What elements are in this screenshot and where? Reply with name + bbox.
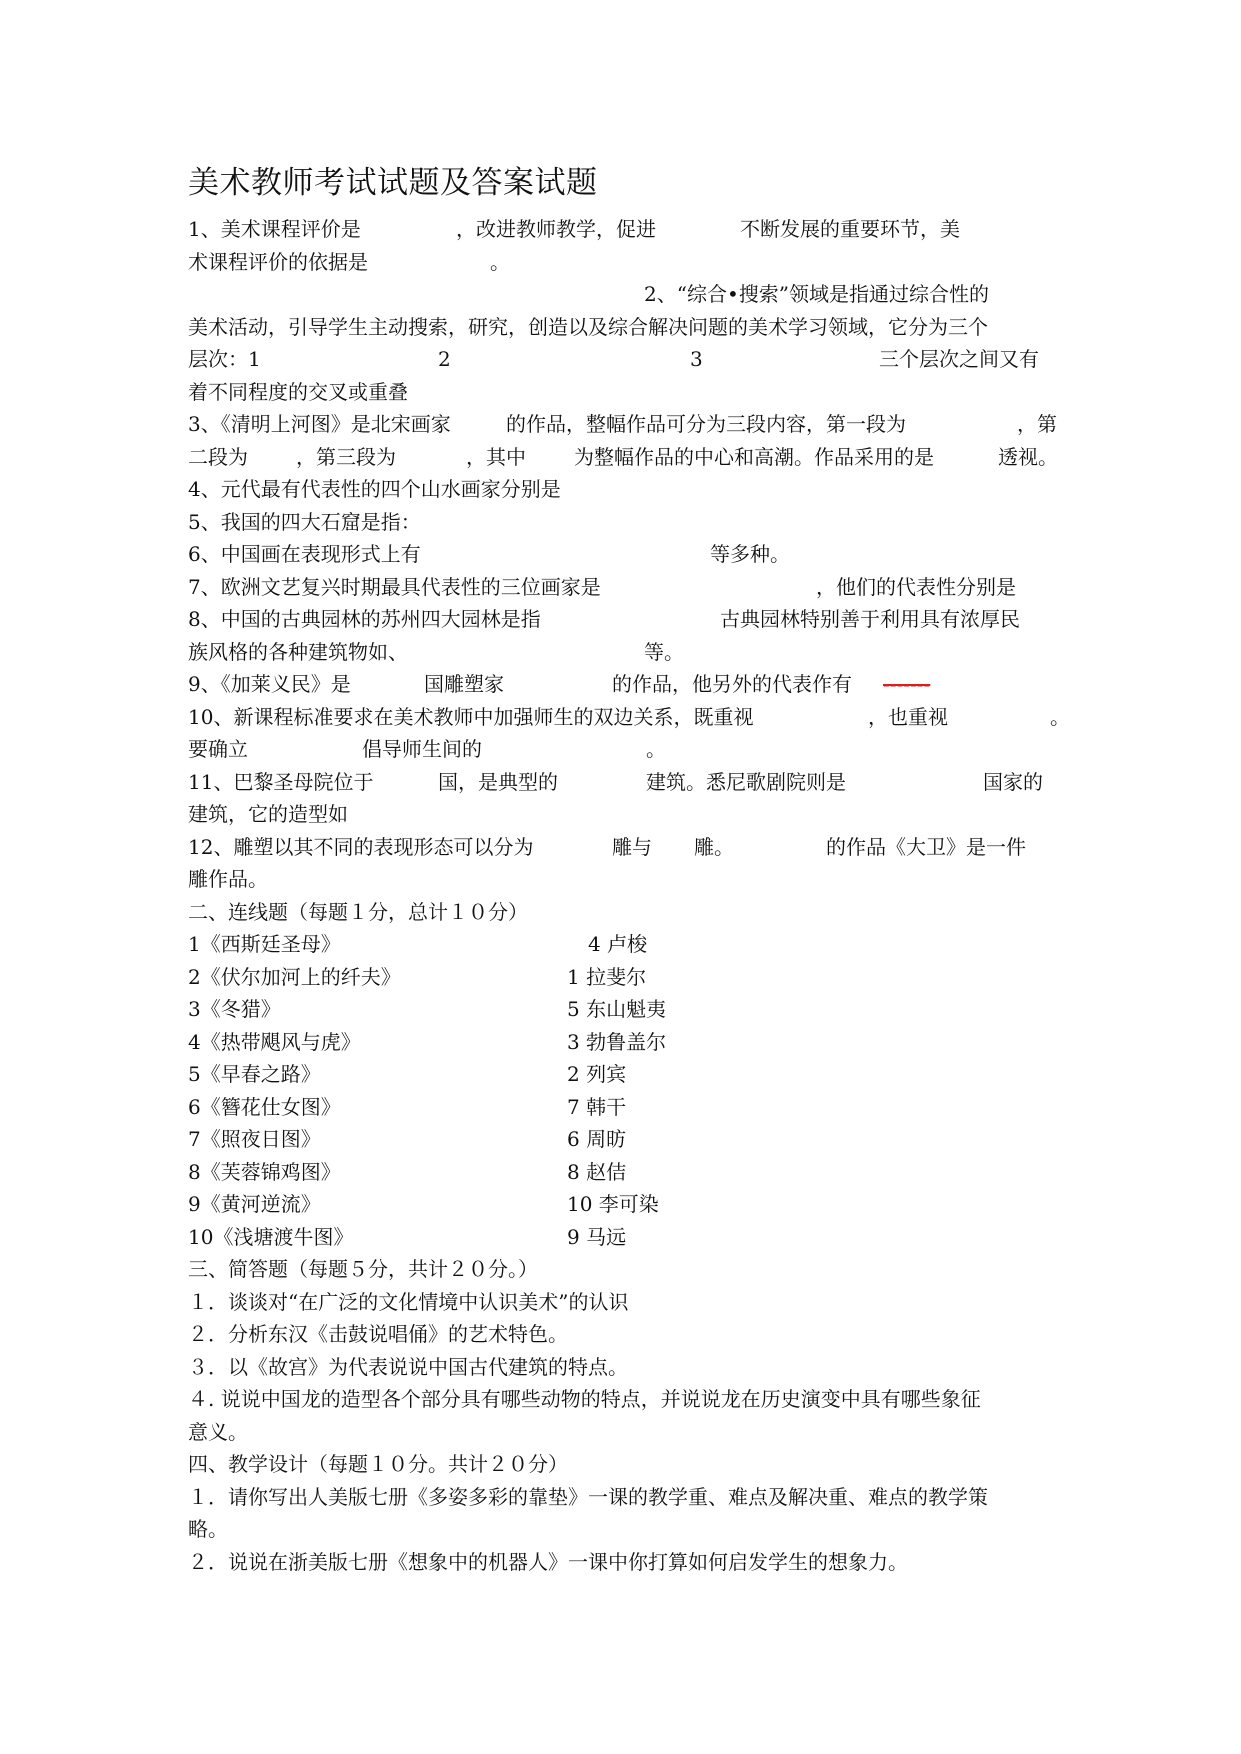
q12-line-2	[188, 863, 1068, 896]
q1-text-e: 。	[490, 249, 510, 274]
q12-text-e: 雕作品。	[188, 867, 268, 891]
design-item	[188, 1513, 1068, 1546]
match-artist: 1 拉斐尔	[567, 964, 647, 989]
match-artist: 2 列宾	[567, 1062, 627, 1086]
q3-text-h: 透视。	[998, 444, 1058, 469]
section3-heading	[188, 1253, 1068, 1286]
q2-text-a: 2、“综合•搜索”领域是指通过综合性的	[644, 282, 989, 306]
short-answer-text: ２．分析东汉《击鼓说唱俑》的艺术特色。	[188, 1322, 568, 1346]
match-row	[188, 1026, 1068, 1059]
q2-text-d: 着不同程度的交叉或重叠	[188, 379, 408, 404]
q1-text-c: 不断发展的重要环节，美	[740, 217, 960, 241]
match-row	[188, 1058, 1068, 1091]
match-row	[188, 1123, 1068, 1156]
q12-text-d: 的作品《大卫》是一件	[826, 834, 1026, 859]
q7-text-b: ，他们的代表性分别是	[816, 574, 1016, 599]
q1-line-2	[188, 246, 1068, 279]
q11-text-c: 建筑。悉尼歌剧院则是	[646, 769, 846, 794]
q10-text-a: 10、新课程标准要求在美术教师中加强师生的双边关系，既重视	[188, 704, 754, 729]
q8-line-1	[188, 603, 1068, 636]
q6-line	[188, 538, 1068, 571]
q5-line	[188, 506, 1068, 539]
q3-text-c: ，第	[1017, 412, 1057, 436]
q2-line-4	[188, 376, 1068, 409]
match-artist: 3 勃鲁盖尔	[567, 1029, 667, 1054]
q2-line-3	[188, 343, 1068, 376]
short-answer-item	[188, 1383, 1068, 1416]
match-row	[188, 928, 1068, 961]
q3-text-b: 的作品，整幅作品可分为三段内容，第一段为	[506, 412, 906, 436]
q10-text-b: ，也重视	[868, 704, 948, 729]
q8-text-d: 等。	[644, 639, 684, 664]
q9-text-c: 的作品，他另外的代表作有	[612, 672, 852, 696]
q1-line-1	[188, 213, 1068, 246]
q2-line-2	[188, 311, 1068, 344]
short-answer-item	[188, 1286, 1068, 1319]
short-answer-text: 意义。	[188, 1419, 248, 1444]
q11-text-b: 国，是典型的	[438, 769, 558, 794]
q2-level-1: 层次：1	[188, 347, 261, 371]
match-artist: 5 东山魁夷	[567, 997, 667, 1021]
short-answer-text: ４. 说说中国龙的造型各个部分具有哪些动物的特点，并说说龙在历史演变中具有哪些象征	[188, 1387, 981, 1411]
q9-text-a: 9、《加莱义民》是	[188, 672, 351, 696]
section4-heading-text: 四、教学设计（每题１０分。共计２０分）	[188, 1452, 568, 1476]
section3-heading-text: 三、简答题（每题５分，共计２０分。）	[188, 1257, 538, 1281]
match-artist: 10 李可染	[567, 1192, 659, 1216]
q5-text: 5、我国的四大石窟是指：	[188, 509, 421, 534]
q6-text-b: 等多种。	[710, 542, 790, 566]
match-row	[188, 1221, 1068, 1254]
q9-strike-mark: -------	[883, 672, 931, 696]
short-answer-item	[188, 1351, 1068, 1384]
page-title: 美术教师考试试题及答案试题	[188, 165, 598, 201]
match-artwork: 6《簪花仕女图》	[188, 1094, 341, 1119]
q7-text-a: 7、欧洲文艺复兴时期最具代表性的三位画家是	[188, 574, 601, 599]
short-answer-text: １．谈谈对“在广泛的文化情境中认识美术”的认识	[188, 1289, 629, 1314]
q10-text-c: 。	[1050, 704, 1070, 729]
match-row	[188, 1091, 1068, 1124]
q3-text-d: 二段为	[188, 444, 248, 469]
q8-text-b: 古典园林特别善于利用具有浓厚民	[720, 607, 1020, 631]
design-item	[188, 1546, 1068, 1579]
match-row	[188, 961, 1068, 994]
q7-line	[188, 571, 1068, 604]
design-item-text: １．请你写出人美版七册《多姿多彩的靠垫》一课的教学重、难点及解决重、难点的教学策	[188, 1484, 988, 1509]
q2-level-2: 2	[438, 347, 451, 371]
q12-line-1	[188, 831, 1068, 864]
q12-text-a: 12、雕塑以其不同的表现形态可以分为	[188, 834, 534, 859]
section4-heading	[188, 1448, 1068, 1481]
q6-text-a: 6、中国画在表现形式上有	[188, 542, 421, 566]
match-artwork: 10《浅塘渡牛图》	[188, 1224, 354, 1249]
q1-text-a: 1、美术课程评价是	[188, 217, 361, 241]
q11-line-1	[188, 766, 1068, 799]
q8-line-2	[188, 636, 1068, 669]
q10-text-f: 。	[646, 737, 666, 761]
match-artwork: 1《西斯廷圣母》	[188, 932, 341, 956]
match-artist: 9 马远	[567, 1224, 627, 1249]
section2-heading	[188, 896, 1068, 929]
match-row	[188, 1156, 1068, 1189]
design-item	[188, 1481, 1068, 1514]
q11-text-e: 建筑，它的造型如	[188, 802, 348, 826]
q3-line-2	[188, 441, 1068, 474]
q11-line-2	[188, 798, 1068, 831]
match-artist: 4 卢梭	[588, 932, 648, 956]
match-row	[188, 993, 1068, 1026]
short-answer-item	[188, 1416, 1068, 1449]
q2-text-c: 三个层次之间又有	[879, 347, 1039, 371]
match-artwork: 5《早春之路》	[188, 1062, 321, 1086]
q12-text-b: 雕与	[612, 834, 652, 859]
q11-text-a: 11、巴黎圣母院位于	[188, 769, 374, 794]
q10-text-e: 倡导师生间的	[362, 737, 482, 761]
match-artist: 6 周昉	[567, 1127, 627, 1151]
q3-text-g: 为整幅作品的中心和高潮。作品采用的是	[574, 444, 934, 469]
q3-text-f: ，其中	[466, 444, 526, 469]
q3-text-a: 3、《清明上河图》是北宋画家	[188, 412, 451, 436]
short-answer-item	[188, 1318, 1068, 1351]
match-row	[188, 1188, 1068, 1221]
q2-text-b: 美术活动，引导学生主动搜索，研究，创造以及综合解决问题的美术学习领域，它分为三个	[188, 314, 988, 339]
short-answer-text: ３．以《故宫》为代表说说中国古代建筑的特点。	[188, 1354, 628, 1379]
q8-text-c: 族风格的各种建筑物如、	[188, 639, 408, 664]
q9-text-b: 国雕塑家	[424, 672, 504, 696]
q12-text-c: 雕。	[694, 834, 734, 859]
match-artwork: 7《照夜日图》	[188, 1127, 321, 1151]
q10-text-d: 要确立	[188, 737, 248, 761]
design-item-text: ２．说说在浙美版七册《想象中的机器人》一课中你打算如何启发学生的想象力。	[188, 1549, 908, 1574]
q3-line-1	[188, 408, 1068, 441]
q10-line-1	[188, 701, 1068, 734]
design-item-text: 略。	[188, 1517, 228, 1541]
q1-text-d: 术课程评价的依据是	[188, 249, 368, 274]
q2-line-1	[188, 278, 1068, 311]
q11-text-d: 国家的	[983, 769, 1043, 794]
q9-line	[188, 668, 1068, 701]
document-body	[188, 213, 1068, 1578]
q2-level-3: 3	[690, 347, 703, 371]
q4-text: 4、元代最有代表性的四个山水画家分别是	[188, 477, 561, 501]
q3-text-e: ，第三段为	[296, 444, 396, 469]
match-artwork: 9《黄河逆流》	[188, 1192, 321, 1216]
match-artist: 8 赵佶	[567, 1159, 627, 1184]
match-artwork: 2《伏尔加河上的纤夫》	[188, 964, 401, 989]
q8-text-a: 8、中国的古典园林的苏州四大园林是指	[188, 607, 541, 631]
q4-line	[188, 473, 1068, 506]
section2-heading-text: 二、连线题（每题１分，总计１０分）	[188, 899, 528, 924]
q1-text-b: ，改进教师教学，促进	[456, 217, 656, 241]
match-artwork: 8《芙蓉锦鸡图》	[188, 1159, 341, 1184]
match-artwork: 4《热带飓风与虎》	[188, 1029, 361, 1054]
match-artist: 7 韩干	[567, 1094, 627, 1119]
match-artwork: 3《冬猎》	[188, 997, 281, 1021]
q10-line-2	[188, 733, 1068, 766]
